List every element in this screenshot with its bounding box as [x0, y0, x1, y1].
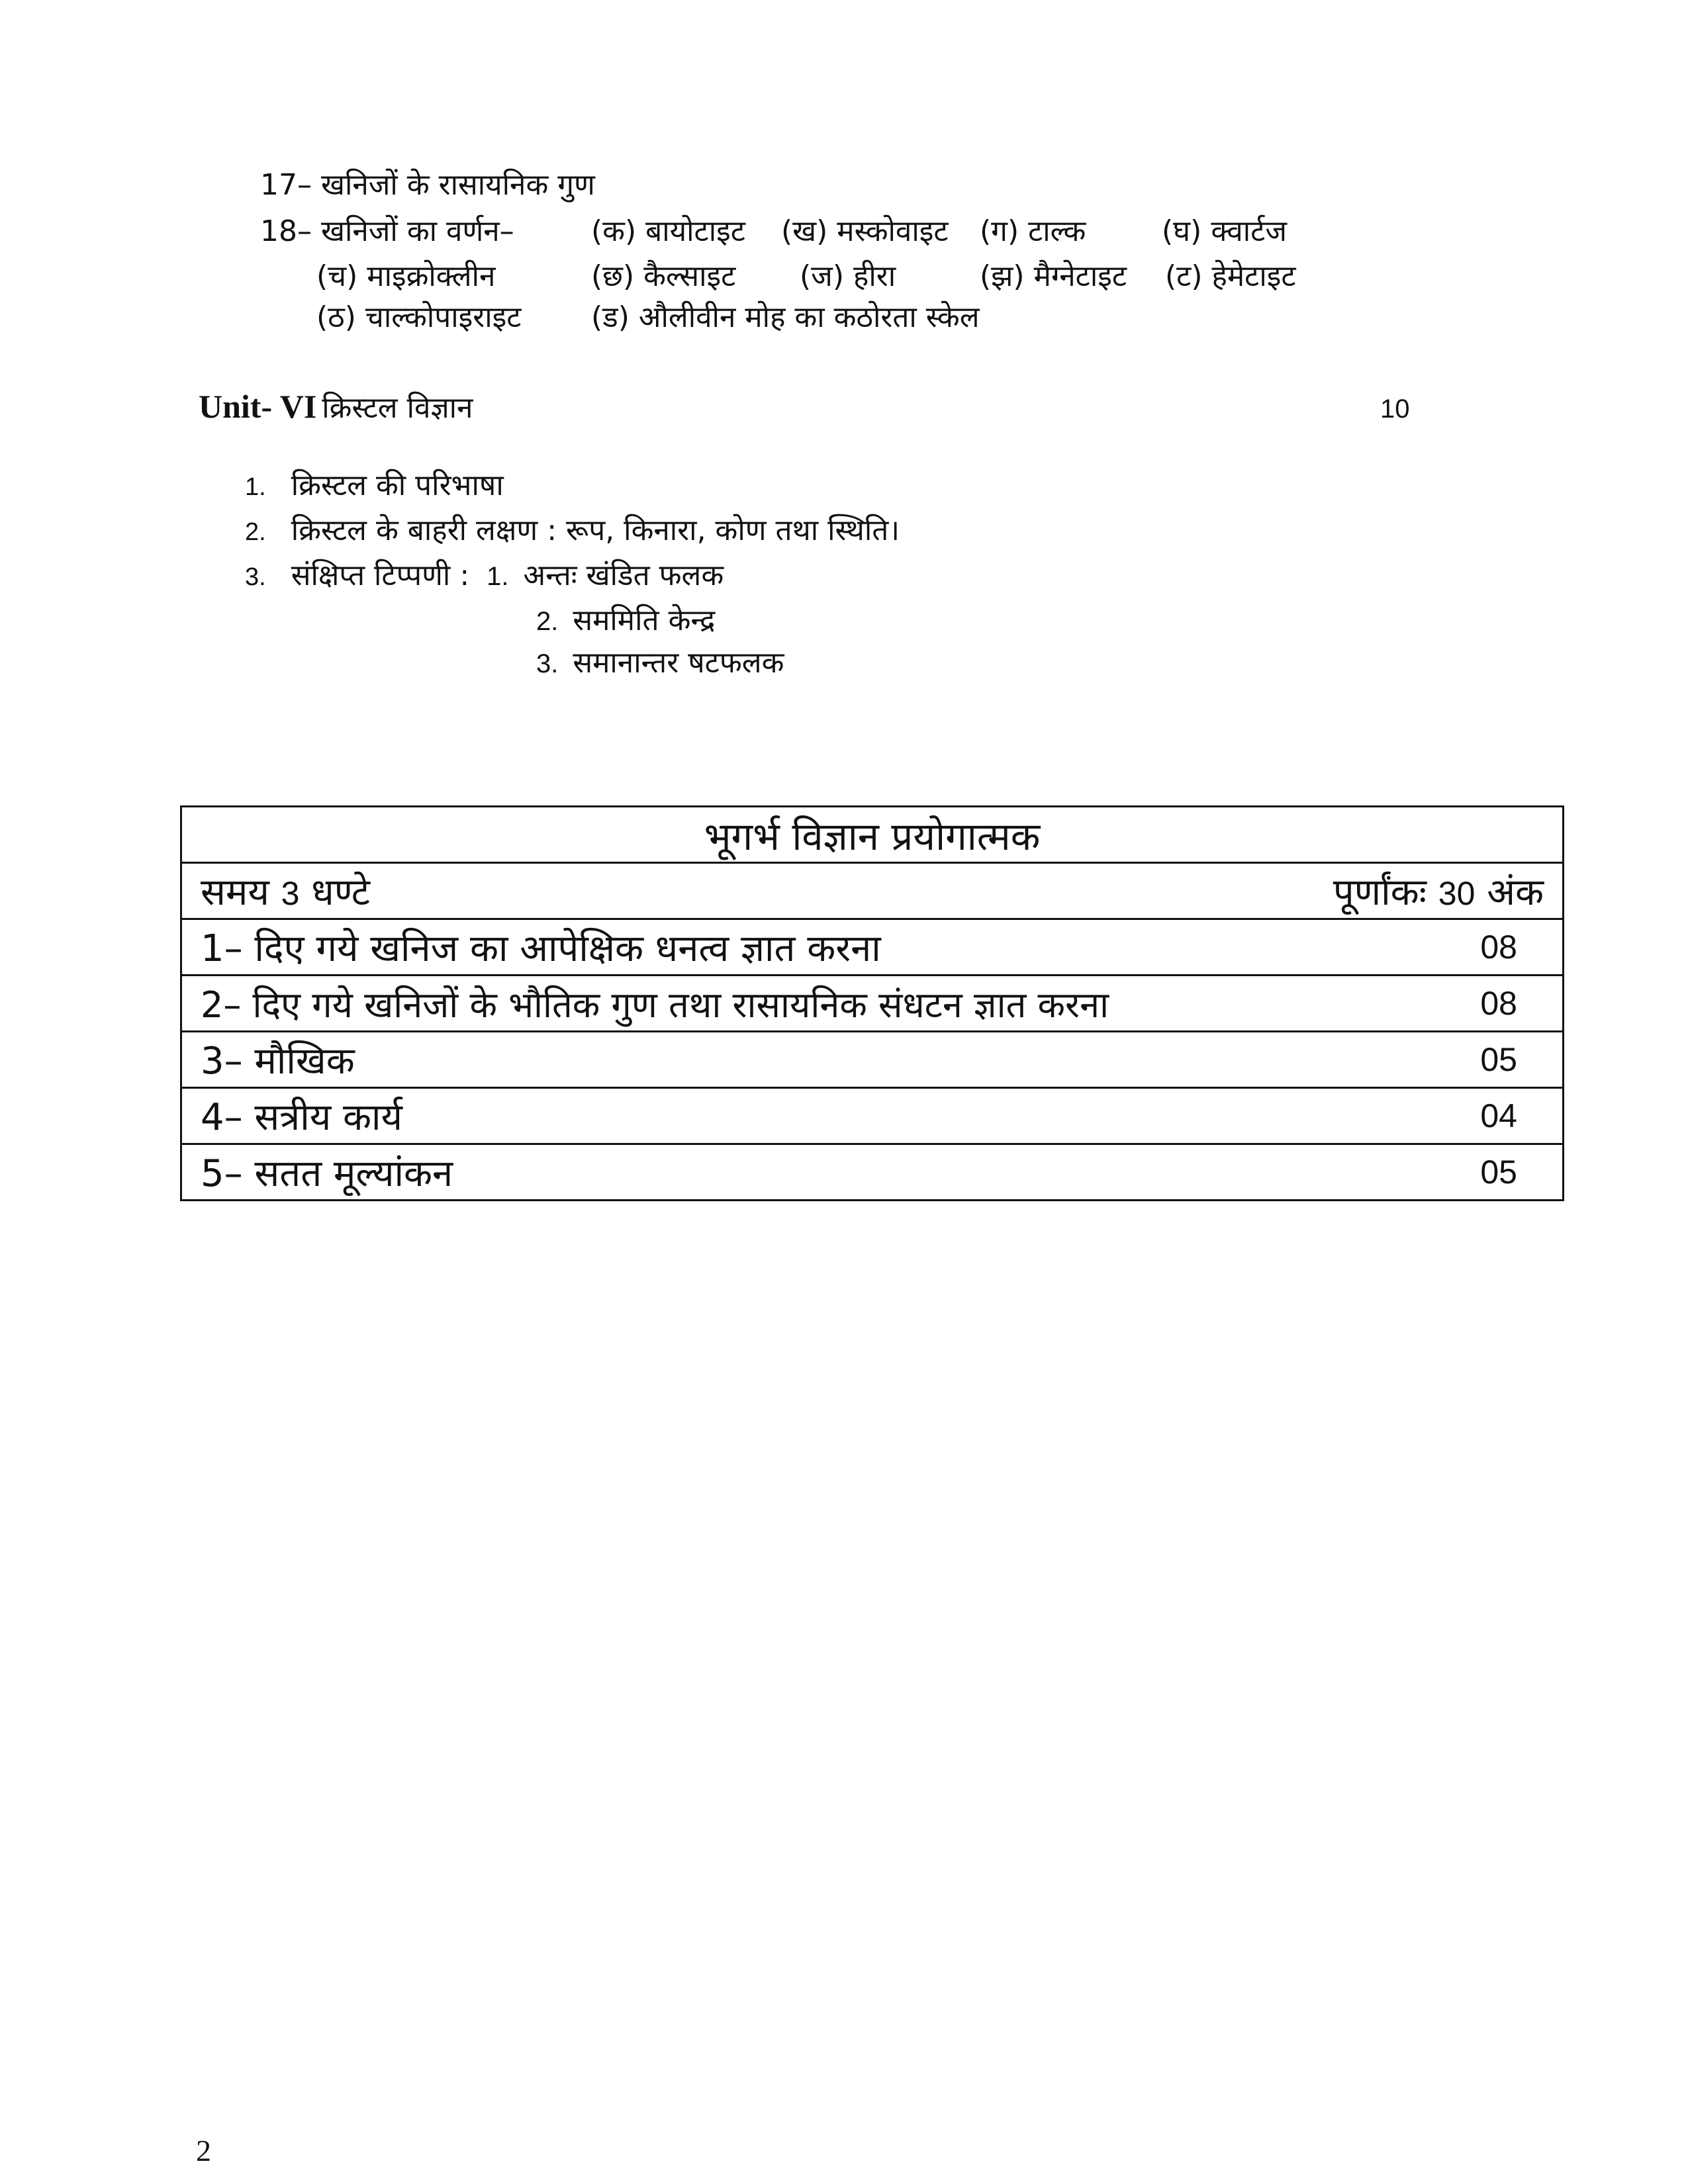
unit-label: Unit- VI	[199, 388, 317, 425]
mineral-hematite: (ट) हेमेटाइट	[1165, 259, 1296, 293]
unit-item-1	[245, 466, 504, 507]
total-marks-label: पूर्णांकः	[1333, 871, 1427, 914]
total-marks-info	[1333, 866, 1544, 916]
unit-heading	[199, 385, 473, 430]
row-marks: 05	[1480, 1041, 1517, 1078]
mineral-muscovite: (ख) मस्कोवाइट	[781, 214, 949, 248]
list-item-18-label: 18– खनिजों का वर्णन–	[260, 214, 514, 248]
list-item-17: 17– खनिजों के रासायनिक गुण	[260, 168, 595, 202]
row-text: 5– सतत मूल्यांकन	[201, 1152, 453, 1195]
table-header-cell	[181, 863, 1564, 919]
time-label: समय	[201, 871, 269, 914]
time-unit: धण्टे	[311, 871, 370, 914]
short-note-number: 2.	[536, 607, 559, 636]
mineral-microcline: (च) माइक्रोक्लीन	[316, 259, 496, 293]
mineral-calcite: (छ) कैल्साइट	[591, 259, 736, 293]
table-title: भूगर्भ विज्ञान प्रयोगात्मक	[181, 807, 1564, 863]
row-text: 1– दिए गये खनिज का आपेक्षिक धनत्व ज्ञात करना	[201, 927, 881, 970]
short-note-2	[536, 601, 715, 641]
row-text: 3– मौखिक	[201, 1040, 355, 1083]
row-marks: 05	[1480, 1154, 1517, 1191]
table-row	[181, 976, 1564, 1032]
row-text: 4– सत्रीय कार्य	[201, 1096, 402, 1139]
unit-marks: 10	[1380, 394, 1410, 424]
short-note-text: सममिति केन्द्र	[573, 604, 716, 637]
mineral-chalcopyrite: (ठ) चाल्कोपाइराइट	[316, 300, 522, 334]
mineral-olivine-mohs-scale: (ड) औलीवीन मोह का कठोरता स्केल	[591, 300, 980, 334]
short-note-text: समानान्तर षटफलक	[573, 646, 784, 680]
short-note-number: 1.	[487, 562, 509, 591]
mineral-biotite: (क) बायोटाइट	[591, 214, 745, 248]
table-cell	[181, 1032, 1564, 1088]
table-cell	[181, 1144, 1564, 1201]
table-header-row	[181, 863, 1564, 919]
unit-title: क्रिस्टल विज्ञान	[322, 391, 473, 425]
total-marks-unit: अंक	[1487, 871, 1544, 914]
table-row	[181, 1032, 1564, 1088]
time-info	[201, 866, 370, 916]
table-title-row	[181, 807, 1564, 863]
table-cell	[181, 976, 1564, 1032]
time-value: 3	[281, 875, 300, 912]
item-text: क्रिस्टल की परिभाषा	[291, 469, 504, 502]
page-number: 2	[196, 2134, 211, 2167]
item-number: 3.	[245, 563, 266, 591]
item-number: 1.	[245, 473, 266, 501]
table-row	[181, 919, 1564, 976]
short-note-3	[536, 643, 784, 684]
row-marks: 08	[1480, 985, 1517, 1022]
unit-item-3	[245, 556, 724, 597]
mineral-row-1	[0, 212, 1688, 251]
short-note-text: अन्तः खंडित फलक	[523, 559, 724, 592]
mineral-quartz: (घ) क्वार्टज	[1162, 214, 1287, 248]
table-cell	[181, 919, 1564, 976]
item-text: क्रिस्टल के बाहरी लक्षण : रूप, किनारा, कोण तथा स्थिति।	[291, 514, 900, 547]
row-marks: 04	[1480, 1097, 1517, 1134]
item-text: संक्षिप्त टिप्पणी :	[291, 559, 470, 592]
total-marks-value: 30	[1438, 875, 1476, 912]
mineral-magnetite: (झ) मैग्नेटाइट	[980, 259, 1127, 293]
mineral-row-2	[0, 257, 1688, 296]
item-number: 2.	[245, 518, 266, 546]
mineral-row-3	[0, 298, 1688, 338]
row-marks: 08	[1480, 929, 1517, 966]
unit-item-2	[245, 511, 900, 552]
table-row	[181, 1144, 1564, 1201]
practical-marks-table	[180, 805, 1564, 1201]
row-text: 2– दिए गये खनिजों के भौतिक गुण तथा रासायनिक संधटन ज्ञात करना	[201, 984, 1109, 1026]
short-note-number: 3.	[536, 649, 559, 678]
table-row	[181, 1088, 1564, 1144]
mineral-diamond: (ज) हीरा	[800, 259, 896, 293]
table-cell	[181, 1088, 1564, 1144]
mineral-talc: (ग) टाल्क	[980, 214, 1086, 248]
